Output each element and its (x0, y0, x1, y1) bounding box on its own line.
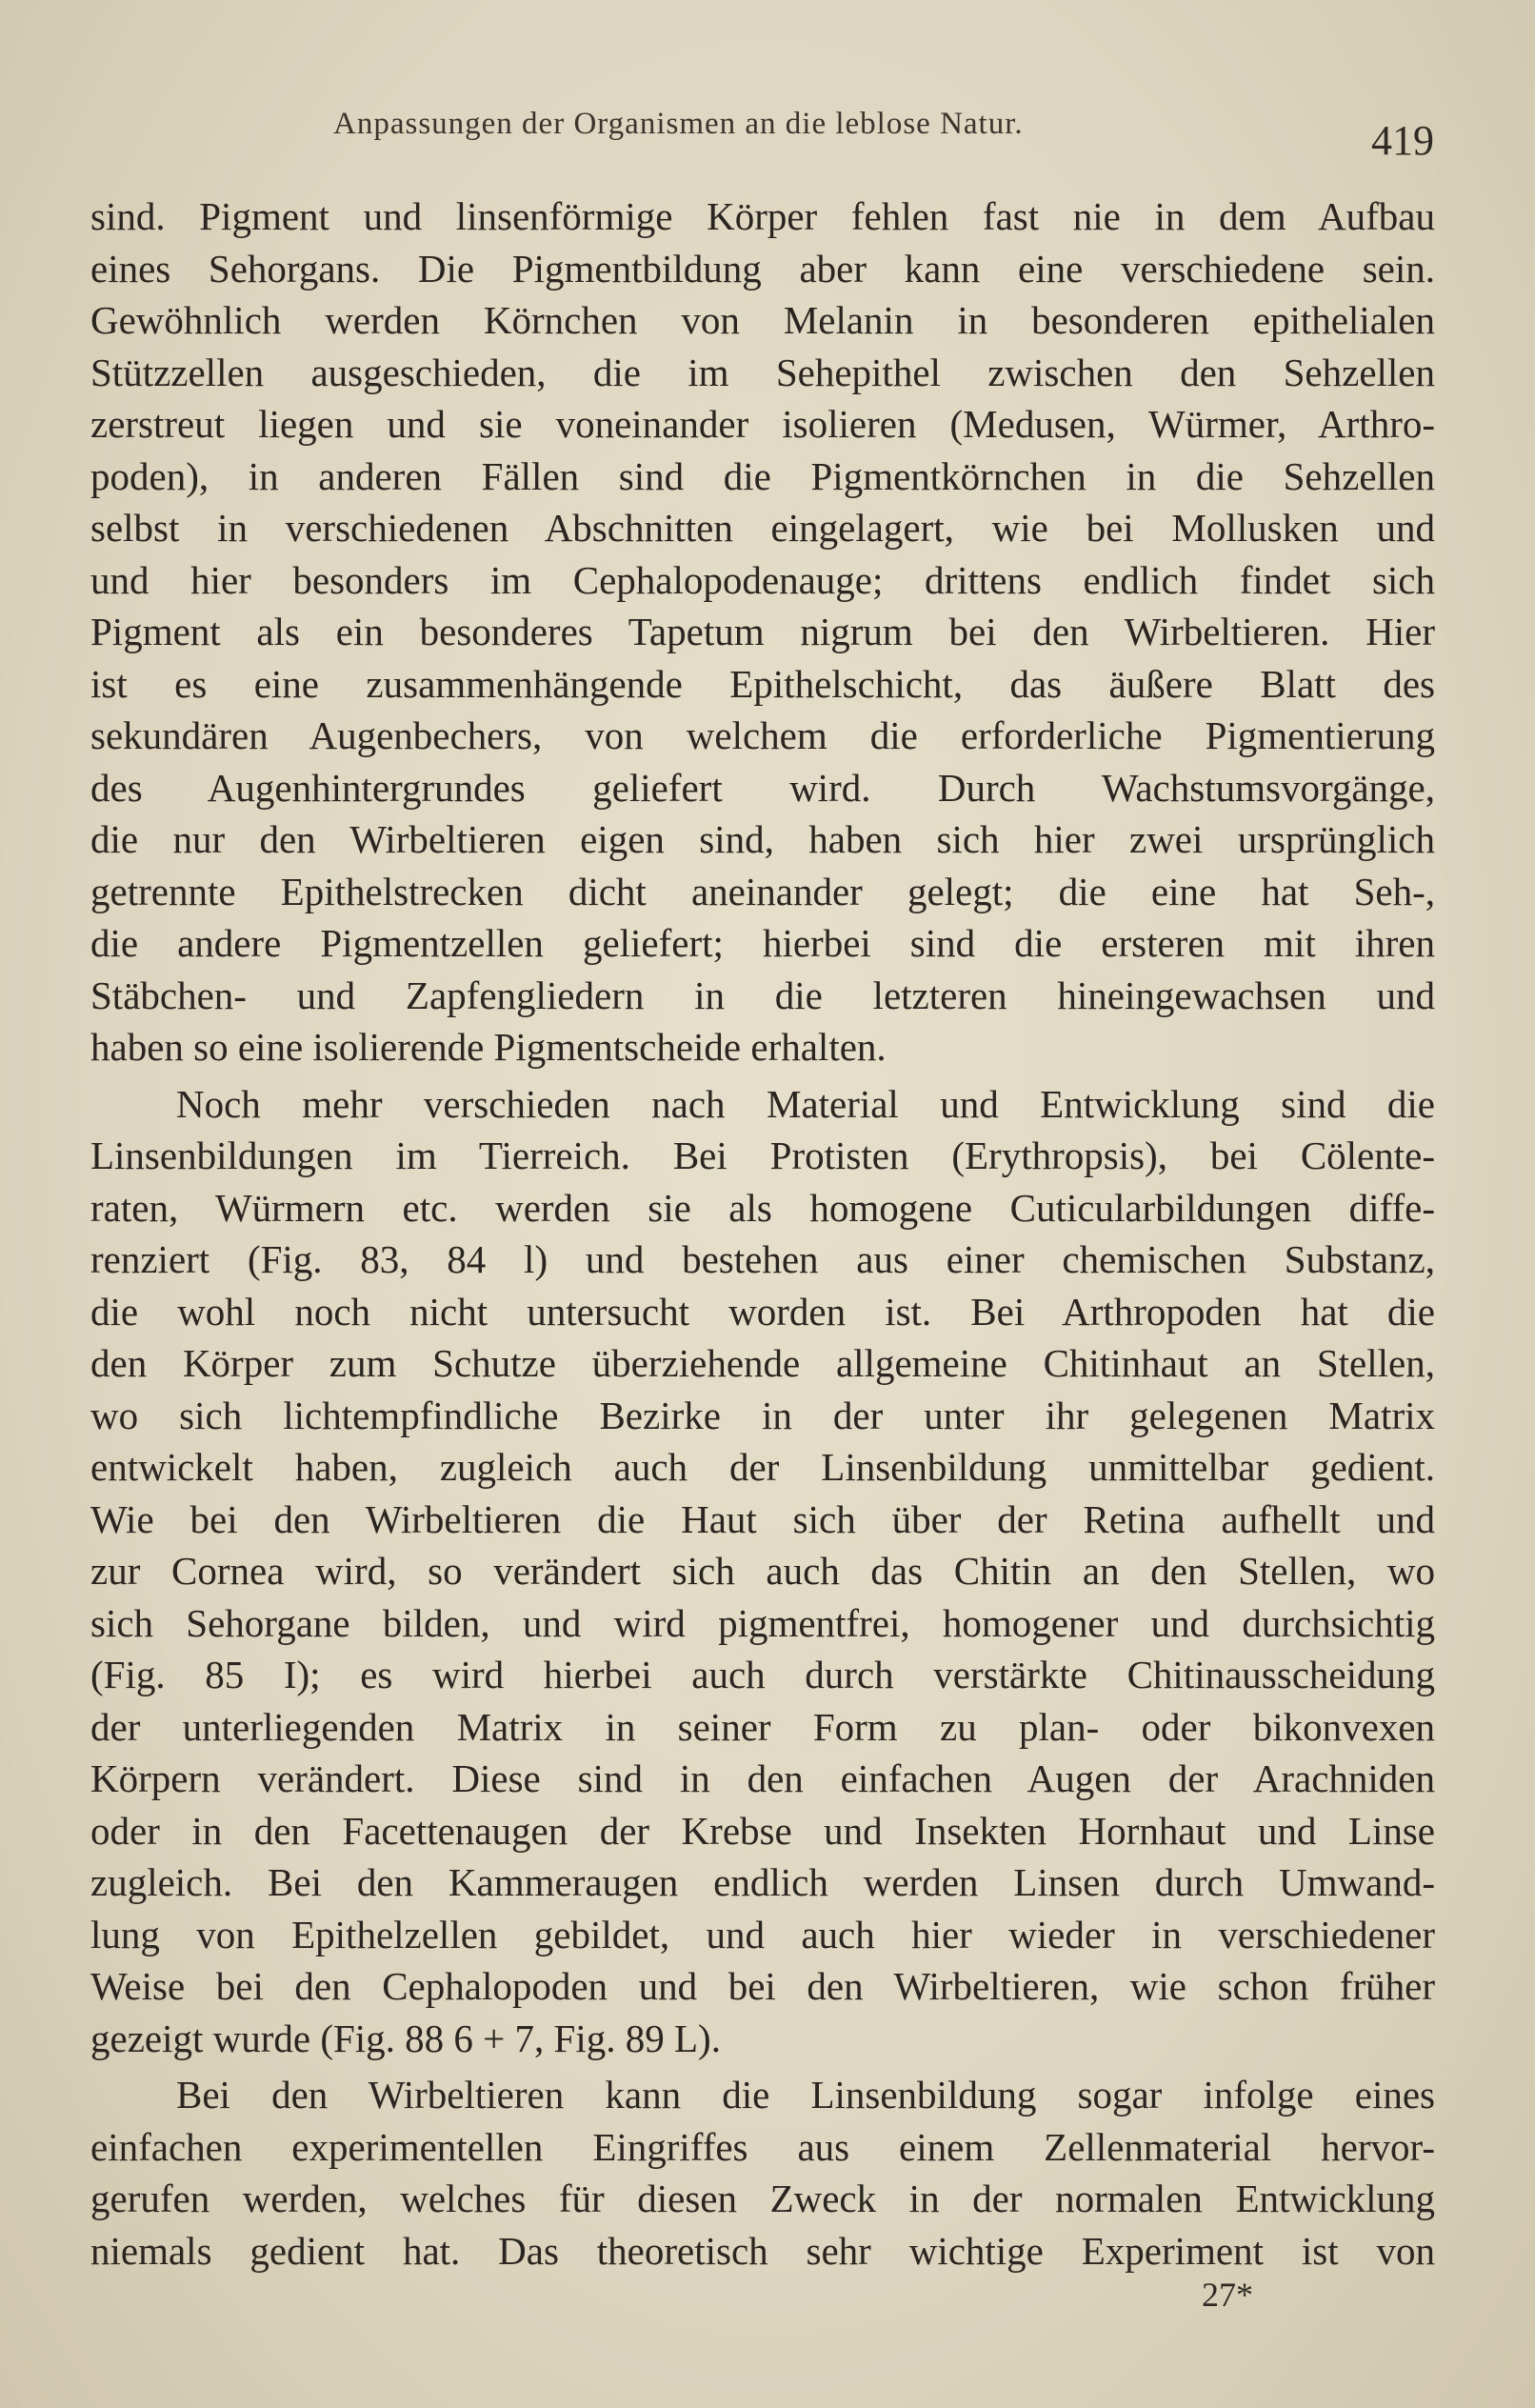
text-line: Gewöhnlich werden Körnchen von Melanin in besonderen epithelialen (90, 298, 1435, 342)
text-line: Wie bei den Wirbeltieren die Haut sich über der Retina aufhellt und (90, 1496, 1435, 1541)
text-line: niemals gedient hat. Das theoretisch sehr wichtige Experiment ist von (90, 2228, 1435, 2273)
text-line: die nur den Wirbeltieren eigen sind, haben sich hier zwei ursprünglich (90, 817, 1435, 861)
text-line: den Körper zum Schutze überziehende allgemeine Chitinhaut an Stellen, (90, 1341, 1435, 1385)
paragraph-2 (90, 1078, 1435, 2065)
text-line: und hier besonders im Cephalopodenauge; drittens endlich findet sich (90, 557, 1435, 602)
page-number: 419 (1371, 117, 1434, 164)
text-line: Noch mehr verschieden nach Material und Entwicklung sind die (176, 1081, 1435, 1126)
text-line: entwickelt haben, zugleich auch der Linsenbildung unmittelbar gedient. (90, 1445, 1435, 1489)
text-line: die wohl noch nicht untersucht worden ist. Bei Arthropoden hat die (90, 1289, 1435, 1334)
text-line: Weise bei den Cephalopoden und bei den Wirbeltieren, wie schon früher (90, 1964, 1435, 2008)
body-text (90, 191, 1435, 2281)
text-line: Stäbchen- und Zapfengliedern in die letzteren hineingewachsen und (90, 973, 1435, 1017)
text-line: ist es eine zusammenhängende Epithelschicht, das äußere Blatt des (90, 661, 1435, 706)
text-line: Linsenbildungen im Tierreich. Bei Protisten (Erythropsis), bei Cölente- (90, 1134, 1435, 1177)
text-line: renziert (Fig. 83, 84 l) und bestehen aus einer chemischen Substanz, (90, 1237, 1435, 1281)
text-line: selbst in verschiedenen Abschnitten eingelagert, wie bei Mollusken und (90, 506, 1435, 550)
text-line: die andere Pigmentzellen geliefert; hierbei sind die ersteren mit ihren (90, 921, 1435, 965)
paragraph-1 (90, 191, 1435, 1074)
text-line: raten, Würmern etc. werden sie als homogene Cuticularbildungen diffe- (90, 1185, 1435, 1230)
text-line: Bei den Wirbeltieren kann die Linsenbildung sogar infolge eines (176, 2073, 1435, 2117)
running-head: Anpassungen der Organismen an die leblose Natur. (333, 107, 1024, 141)
text-line: sind. Pigment und linsenförmige Körper fehlen fast nie in dem Aufbau (90, 194, 1435, 238)
text-line: (Fig. 85 I); es wird hierbei auch durch verstärkte Chitinausscheidung (90, 1653, 1435, 1696)
text-line: haben so eine isolierende Pigmentscheide erhalten. (90, 1025, 887, 1069)
text-line: der unterliegenden Matrix in seiner Form zu plan- oder bikonvexen (90, 1704, 1435, 1749)
text-line: oder in den Facettenaugen der Krebse und Insekten Hornhaut und Linse (90, 1808, 1435, 1853)
text-line: Körpern verändert. Diese sind in den einfachen Augen der Arachniden (90, 1756, 1435, 1800)
text-line: getrennte Epithelstrecken dicht aneinander gelegt; die eine hat Seh-, (90, 869, 1435, 913)
text-line: einfachen experimentellen Eingriffes aus einem Zellenmaterial hervor- (90, 2124, 1435, 2169)
text-line: sich Sehorgane bilden, und wird pigmentfrei, homogener und durchsichtig (90, 1600, 1435, 1645)
text-line: Pigment als ein besonderes Tapetum nigrum bei den Wirbeltieren. Hier (90, 610, 1435, 653)
text-line: gezeigt wurde (Fig. 88 6 + 7, Fig. 89 L). (90, 2016, 721, 2060)
signature-mark: 27* (1202, 2276, 1253, 2314)
text-line: eines Sehorgans. Die Pigmentbildung aber kann eine verschiedene sein. (90, 246, 1435, 291)
text-line: zerstreut liegen und sie voneinander isolieren (Medusen, Würmer, Arthro- (90, 402, 1435, 446)
text-line: poden), in anderen Fällen sind die Pigmentkörnchen in die Sehzellen (90, 453, 1435, 498)
text-line: des Augenhintergrundes geliefert wird. Durch Wachstumsvorgänge, (90, 765, 1435, 810)
text-line: wo sich lichtempfindliche Bezirke in der unter ihr gelegenen Matrix (90, 1393, 1435, 1437)
text-line: sekundären Augenbechers, von welchem die erforderliche Pigmentierung (90, 713, 1435, 757)
text-line: gerufen werden, welches für diesen Zweck in der normalen Entwicklung (90, 2177, 1435, 2220)
text-line: Stützzellen ausgeschieden, die im Sehepithel zwischen den Sehzellen (90, 350, 1435, 394)
text-line: zur Cornea wird, so verändert sich auch das Chitin an den Stellen, wo (90, 1549, 1435, 1593)
text-line: lung von Epithelzellen gebildet, und auch hier wieder in verschiedener (90, 1912, 1435, 1956)
text-line: zugleich. Bei den Kammeraugen endlich werden Linsen durch Umwand- (90, 1860, 1435, 1904)
paragraph-3 (90, 2069, 1435, 2277)
